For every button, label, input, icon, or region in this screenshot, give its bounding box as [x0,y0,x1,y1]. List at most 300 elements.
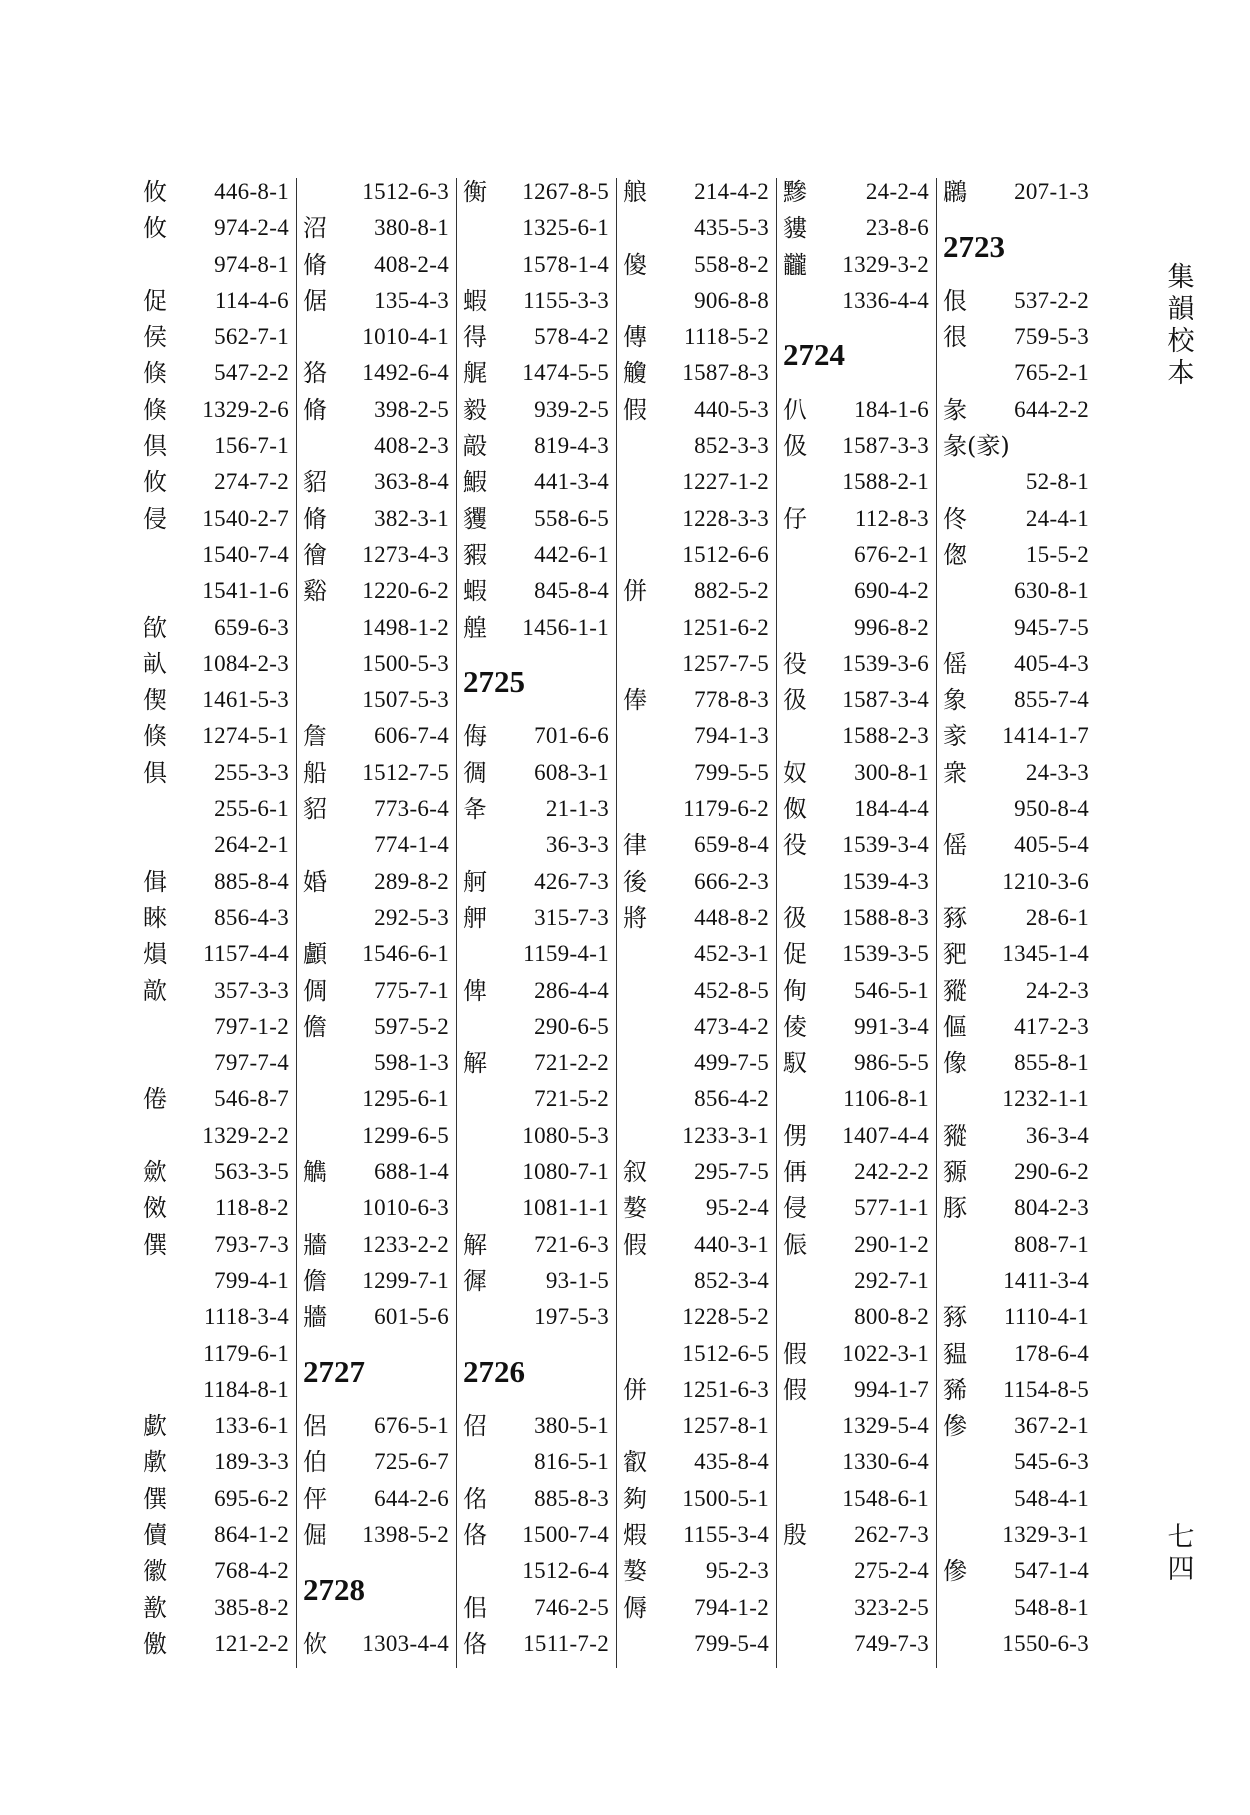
entry-reference: 417-2-3 [1014,1013,1089,1039]
index-entry [623,900,769,936]
index-entry [143,1009,289,1045]
entry-character: 攸 [143,214,167,243]
index-entry [943,1154,1089,1190]
entry-reference: 255-3-3 [214,759,289,785]
entry-reference: 1492-6-4 [362,360,449,386]
entry-character: 佀 [463,1593,487,1622]
index-entry [783,1263,929,1299]
index-entry [783,283,929,319]
index-entry [143,973,289,1009]
entry-reference: 773-6-4 [374,796,449,822]
entry-character: 彶 [783,903,807,932]
index-entry [143,646,289,682]
entry-character: 殷 [783,1520,807,1549]
entry-character: 脩 [303,395,327,424]
entry-character: 伮 [783,795,807,824]
entry-reference: 721-6-3 [534,1231,609,1257]
index-entry [943,791,1089,827]
entry-reference: 452-3-1 [694,941,769,967]
entry-reference: 1512-7-5 [362,759,449,785]
entry-reference: 558-6-5 [534,505,609,531]
entry-reference: 295-7-5 [694,1159,769,1185]
entry-reference: 426-7-3 [534,868,609,894]
index-entry [143,501,289,537]
index-entry [623,174,769,210]
index-entry [303,1227,449,1263]
section-heading: 2724 [783,337,845,373]
entry-reference: 52-8-1 [1025,469,1089,495]
entry-reference: 1550-6-3 [1002,1630,1089,1656]
entry-reference: 1232-1-1 [1002,1086,1089,1112]
entry-character: 觹 [303,1158,327,1187]
entry-character: 攸 [143,178,167,206]
entry-reference: 546-8-7 [214,1086,289,1112]
entry-character: 偬 [943,540,967,569]
index-entry [143,1553,289,1589]
index-entry [143,1190,289,1226]
entry-character: 假 [623,395,647,424]
index-entry [463,1590,609,1626]
entry-character: 倶 [143,432,167,461]
index-entry [623,1372,769,1408]
entry-reference: 939-2-5 [534,396,609,422]
entry-reference: 797-1-2 [214,1013,289,1039]
entry-character: 婚 [303,867,327,896]
entry-reference: 906-8-8 [694,287,769,313]
index-entry [623,392,769,428]
entry-reference: 1251-6-2 [682,614,769,640]
entry-reference: 819-4-3 [534,433,609,459]
entry-reference: 1329-3-1 [1002,1521,1089,1547]
index-entry [943,1481,1089,1517]
entry-reference: 994-1-7 [854,1376,929,1402]
entry-reference: 207-1-3 [1014,179,1089,204]
index-entry [463,355,609,391]
column-divider [776,178,777,1668]
entry-reference: 808-7-1 [1014,1231,1089,1257]
entry-character: 佽 [303,1629,327,1658]
entry-reference: 1456-1-1 [522,614,609,640]
index-entry [303,428,449,464]
index-entry [783,791,929,827]
entry-character: 併 [623,577,647,606]
index-entry [623,319,769,355]
entry-reference: 1329-5-4 [842,1413,929,1439]
index-entry [303,791,449,827]
entry-character: 傜 [943,649,967,678]
entry-reference: 286-4-4 [534,977,609,1003]
index-entry [943,900,1089,936]
index-entry [623,1263,769,1299]
entry-reference: 1080-7-1 [522,1159,609,1185]
entry-reference: 548-8-1 [1014,1594,1089,1620]
entry-reference: 290-1-2 [854,1231,929,1257]
entry-reference: 852-3-3 [694,433,769,459]
entry-reference: 852-3-4 [694,1267,769,1293]
index-entry [783,718,929,754]
index-entry [943,936,1089,972]
entry-reference: 690-4-2 [854,578,929,604]
entry-character: 解 [463,1230,487,1259]
entry-reference: 405-4-3 [1014,650,1089,676]
entry-character: 佟 [943,504,967,533]
entry-character: 豲 [943,1158,967,1187]
index-entry [783,464,929,500]
entry-reference: 1539-3-4 [842,832,929,858]
entry-reference: 385-8-2 [214,1594,289,1620]
entry-character: 併 [623,1375,647,1404]
entry-character: 傻 [623,250,647,279]
entry-reference: 986-5-5 [854,1050,929,1076]
entry-character: 促 [143,286,167,315]
entry-reference: 135-4-3 [374,287,449,313]
entry-reference: 435-5-3 [694,215,769,241]
index-entry [143,682,289,718]
entry-reference: 448-8-2 [694,904,769,930]
index-entry [143,573,289,609]
entry-reference: 800-8-2 [854,1304,929,1330]
index-entry [143,210,289,246]
index-entry [623,1553,769,1589]
index-entry [943,464,1089,500]
index-entry [943,1009,1089,1045]
entry-character: 侚 [783,976,807,1005]
entry-reference: 1299-7-1 [362,1267,449,1293]
entry-character: 豚 [943,1194,967,1223]
entry-character: 艎 [463,613,487,642]
index-entry [303,1481,449,1517]
entry-reference: 1159-4-1 [523,941,609,967]
section-heading: 2728 [303,1571,365,1607]
index-entry [623,827,769,863]
entry-character: 徻 [303,540,327,569]
index-entry [463,1227,609,1263]
index-entry [303,936,449,972]
entry-reference: 644-2-2 [1014,396,1089,422]
entry-reference: 537-2-2 [1014,287,1089,313]
index-entry [783,1118,929,1154]
index-entry [303,174,449,210]
entry-reference: 21-1-3 [545,796,609,822]
entry-character: 豭 [463,540,487,569]
index-entry [783,1372,929,1408]
entry-character: 傳 [623,323,647,352]
index-entry [623,864,769,900]
entry-reference: 548-4-1 [1014,1485,1089,1511]
entry-reference: 695-6-2 [214,1485,289,1511]
entry-reference: 799-4-1 [214,1267,289,1293]
entry-reference: 112-8-3 [854,505,929,531]
entry-reference: 666-2-3 [694,868,769,894]
entry-character: 儥 [143,1520,167,1549]
index-column-5 [783,174,929,1662]
index-entry [303,827,449,863]
index-entry [623,1517,769,1553]
entry-character: 倨 [303,286,327,315]
index-entry [143,428,289,464]
entry-reference: 1512-6-5 [682,1340,769,1366]
entry-reference: 24-2-3 [1025,977,1089,1003]
entry-character: 傴 [943,1012,967,1041]
entry-character: 佫 [463,1520,487,1549]
index-entry [143,1517,289,1553]
entry-reference: 1210-3-6 [1002,868,1089,894]
index-entry [143,791,289,827]
index-entry [623,973,769,1009]
index-entry [303,1626,449,1662]
entry-character: 促 [783,940,807,969]
entry-reference: 721-2-2 [534,1050,609,1076]
entry-reference: 452-8-5 [694,977,769,1003]
entry-character: 僎 [143,1484,167,1513]
index-entry [143,900,289,936]
index-entry [623,1190,769,1226]
entry-character: 倔 [303,1520,327,1549]
entry-reference: 382-3-1 [374,505,449,531]
entry-reference: 1329-3-2 [842,251,929,277]
index-entry [143,1118,289,1154]
entry-reference: 1336-4-4 [842,287,929,313]
entry-character: 僎 [143,1230,167,1259]
entry-reference: 816-5-1 [534,1449,609,1475]
index-entry [143,718,289,754]
entry-character: 歚 [143,1593,167,1622]
index-entry [783,755,929,791]
index-entry [623,355,769,391]
index-entry [783,973,929,1009]
index-entry [303,1444,449,1480]
entry-character: 倏 [143,722,167,751]
index-entry [463,1626,609,1662]
entry-reference: 630-8-1 [1014,578,1089,604]
entry-reference: 1474-5-5 [522,360,609,386]
entry-reference: 1512-6-6 [682,541,769,567]
entry-reference: 644-2-6 [374,1485,449,1511]
entry-reference: 1110-4-1 [1003,1304,1089,1330]
index-entry [463,319,609,355]
index-entry [303,900,449,936]
index-entry [303,755,449,791]
index-entry [783,573,929,609]
index-entry [623,1481,769,1517]
index-entry [143,1590,289,1626]
entry-character: 俸 [623,686,647,715]
index-entry [143,1299,289,1335]
entry-character: 傜 [943,831,967,860]
index-entry [943,682,1089,718]
entry-character: 狢 [303,359,327,388]
entry-character: 攸 [143,468,167,497]
entry-character: 徽 [143,1557,167,1586]
entry-character: 傉 [623,1593,647,1622]
index-entry [303,210,449,246]
index-entry [303,1045,449,1081]
index-entry [943,1372,1089,1408]
entry-reference: 749-7-3 [854,1630,929,1656]
index-entry [943,864,1089,900]
index-entry [303,1154,449,1190]
index-entry [783,610,929,646]
entry-character: 黲 [783,178,807,206]
index-entry [143,1444,289,1480]
index-entry [623,791,769,827]
index-entry [623,1081,769,1117]
entry-character: 叙 [623,1158,647,1187]
entry-character: 假 [783,1375,807,1404]
entry-reference: 676-2-1 [854,541,929,567]
entry-reference: 292-7-1 [854,1267,929,1293]
index-entry [783,646,929,682]
entry-character: 佋 [463,1412,487,1441]
entry-character: 脩 [303,250,327,279]
entry-reference: 300-8-1 [854,759,929,785]
entry-reference: 855-8-1 [1014,1050,1089,1076]
entry-reference: 1578-1-4 [522,251,609,277]
entry-reference: 1411-3-4 [1003,1267,1089,1293]
entry-character: 船 [303,758,327,787]
index-entry [943,428,1089,464]
index-entry [943,573,1089,609]
index-entry [783,827,929,863]
index-entry [143,755,289,791]
index-entry [463,1517,609,1553]
index-entry [943,174,1089,210]
index-entry [623,1009,769,1045]
entry-reference: 701-6-6 [534,723,609,749]
entry-character: 豩 [943,1303,967,1332]
entry-reference: 1329-2-6 [202,396,289,422]
entry-reference: 24-4-1 [1025,505,1089,531]
entry-reference: 262-7-3 [854,1521,929,1547]
index-entry [303,610,449,646]
entry-reference: 408-2-4 [374,251,449,277]
entry-reference: 563-3-5 [214,1159,289,1185]
index-entry [303,973,449,1009]
entry-reference: 441-3-4 [534,469,609,495]
entry-character: 觼 [623,359,647,388]
index-entry [943,537,1089,573]
index-entry [143,1227,289,1263]
entry-reference: 1084-2-3 [202,650,289,676]
entry-reference: 1414-1-7 [1002,723,1089,749]
entry-reference: 991-3-4 [854,1013,929,1039]
index-entry [943,1118,1089,1154]
entry-reference: 28-6-1 [1025,904,1089,930]
index-entry [943,1336,1089,1372]
entry-character: 牆 [303,1230,327,1259]
index-entry [623,501,769,537]
index-entry [943,1263,1089,1299]
entry-reference: 1228-5-2 [682,1304,769,1330]
entry-character: 侮 [463,722,487,751]
index-entry [783,501,929,537]
entry-reference: 794-1-2 [694,1594,769,1620]
index-entry [143,827,289,863]
index-entry [303,718,449,754]
index-entry [143,319,289,355]
index-entry [623,755,769,791]
entry-character: 豝 [943,940,967,969]
entry-character: 貂 [303,795,327,824]
entry-reference: 793-7-3 [214,1231,289,1257]
entry-reference: 214-4-2 [694,179,769,204]
entry-character: 假 [783,1339,807,1368]
entry-reference: 1118-5-2 [683,324,769,350]
entry-reference: 473-4-2 [694,1013,769,1039]
entry-character: 仔 [783,504,807,533]
section-heading-row [943,210,1089,283]
index-entry [783,1590,929,1626]
entry-reference: 1398-5-2 [362,1521,449,1547]
entry-character: 佲 [463,1484,487,1513]
entry-reference: 1539-3-6 [842,650,929,676]
entry-character: 嫯 [623,1557,647,1586]
index-entry [463,1045,609,1081]
entry-character: 倜 [303,976,327,1005]
entry-reference: 1010-4-1 [362,324,449,350]
entry-reference: 189-3-3 [214,1449,289,1475]
entry-reference: 601-5-6 [374,1304,449,1330]
entry-reference: 1257-7-5 [682,650,769,676]
index-entry [303,283,449,319]
index-entry [143,247,289,283]
entry-character: 傚 [143,1194,167,1223]
page-number: 七四 [1167,1522,1195,1585]
entry-character: 偰 [143,686,167,715]
entry-character: 谿 [303,577,327,606]
entry-reference: 804-2-3 [1014,1195,1089,1221]
entry-character: 彶 [783,686,807,715]
entry-character: 欿 [143,613,167,642]
entry-reference: 292-5-3 [374,904,449,930]
index-entry [623,1626,769,1662]
entry-reference: 1345-1-4 [1002,941,1089,967]
entry-reference: 275-2-4 [854,1558,929,1584]
entry-reference: 380-8-1 [374,215,449,241]
entry-reference: 1118-3-4 [203,1304,289,1330]
entry-character: 毅 [463,395,487,424]
entry-character: 龖 [783,250,807,279]
index-entry [303,1190,449,1226]
entry-reference: 357-3-3 [214,977,289,1003]
entry-character: 豵 [943,1121,967,1150]
side-title: 集韻校本 [1167,262,1195,389]
entry-reference: 597-5-2 [374,1013,449,1039]
entry-character: 侯 [143,323,167,352]
entry-reference: 547-1-4 [1014,1558,1089,1584]
entry-character: 牆 [303,1303,327,1332]
entry-reference: 759-5-3 [1014,324,1089,350]
entry-reference: 1022-3-1 [842,1340,929,1366]
index-entry [943,646,1089,682]
entry-reference: 1407-4-4 [842,1122,929,1148]
index-column-1 [143,174,289,1662]
entry-character: 倦 [143,1085,167,1114]
entry-reference: 1233-3-1 [682,1122,769,1148]
index-entry [943,501,1089,537]
section-heading: 2723 [943,228,1005,264]
index-entry [623,610,769,646]
index-entry [623,1590,769,1626]
entry-reference: 885-8-4 [214,868,289,894]
index-entry [943,1553,1089,1589]
index-column-4 [623,174,769,1662]
index-entry [143,1408,289,1444]
entry-reference: 323-2-5 [854,1594,929,1620]
entry-character: 將 [623,903,647,932]
index-entry [463,718,609,754]
index-entry [623,210,769,246]
